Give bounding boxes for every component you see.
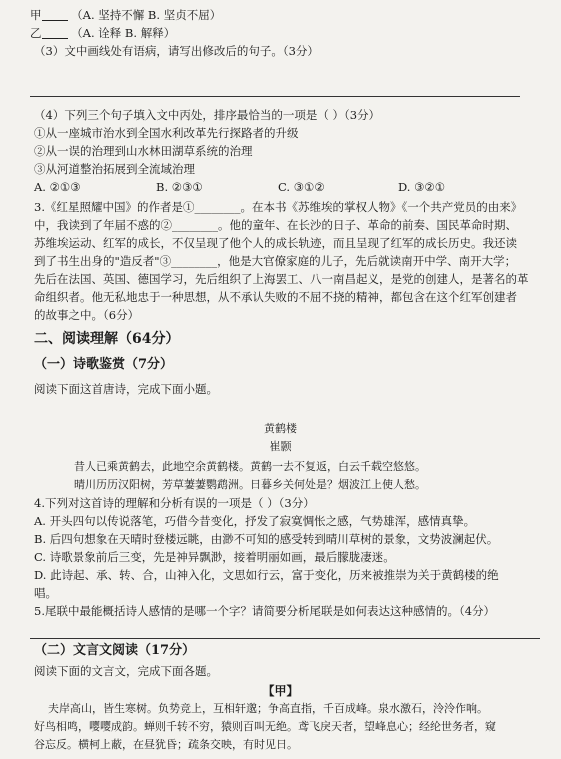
answer-line-2 [30, 638, 540, 639]
classical-line-3: 谷忘反。横柯上蔽，在昼犹昏；疏条交映，有时见日。 [34, 738, 298, 751]
q3-para-line-2: 中，我读到了年届不惑的②________。他的童年、在长沙的日子、革命的前奏、国民革命时期、 [34, 218, 517, 232]
q4-stem: （4）下列三个句子填入文中丙处，排序最恰当的一项是（ ）（3分） [34, 108, 381, 122]
q4-option-d[interactable]: D. ③②① [398, 180, 446, 194]
jia-blank[interactable] [42, 9, 68, 21]
yi-options: （A. 诠释 B. 解释） [71, 26, 176, 40]
q4-option-a[interactable]: A. ②①③ [34, 180, 81, 194]
poem-q4-stem: 4.下列对这首诗的理解和分析有误的一项是（ ）（3分） [34, 496, 315, 510]
poem-q5-stem: 5.尾联中最能概括诗人感情的是哪一个字？请简要分析尾联是如何表达这种感情的。（4分） [34, 604, 496, 618]
poetry-subheading: （一）诗歌鉴赏（7分） [34, 357, 174, 372]
q3-para-line-5: 先后在法国、英国、德国学习，先后组织了上海罢工、八一南昌起义，是党的创建人，是著名的革 [34, 272, 529, 286]
classical-line-2: 好鸟相鸣，嘤嘤成韵。蝉则千转不穷，猿则百叫无绝。鸢飞戾天者，望峰息心；经纶世务者，窥 [34, 720, 496, 733]
q4-sentence-3: ③从河道整治拓展到全流域治理 [34, 162, 195, 176]
q4-option-c[interactable]: C. ③①② [278, 180, 325, 194]
q3-para-line-7: 的故事之中。（6分） [34, 308, 140, 322]
yi-label: 乙 [30, 26, 42, 40]
q4-sentence-2: ②从一误的治理到山水林田湖草系统的治理 [34, 144, 253, 158]
jia-choice-line [30, 8, 221, 22]
poem-line-2: 晴川历历汉阳树，芳草萋萋鹦鹉洲。日暮乡关何处是？烟波江上使人愁。 [74, 478, 426, 491]
poem-line-1: 昔人已乘黄鹤去，此地空余黄鹤楼。黄鹤一去不复返，白云千载空悠悠。 [74, 460, 426, 473]
poem-author: 崔颢 [269, 440, 292, 453]
poem-q4-option-d[interactable]: D. 此诗起、承、转、合，山神入化，文思如行云，富于变化，历来被推崇为关于黄鹤楼的绝 [34, 568, 499, 582]
poem-title: 黄鹤楼 [264, 422, 297, 435]
jia-label: 甲 [30, 8, 42, 22]
q3-para-line-1: 3.《红星照耀中国》的作者是①________。在本书《苏维埃的掌权人物》《一个共产党员的由来》 [34, 200, 523, 214]
q4-option-b[interactable]: B. ②③① [156, 180, 203, 194]
q3-para-line-6: 命组织者。他无私地忠于一种思想，从不承认失败的不屈不挠的精神，都包含在这个红军创建者 [34, 290, 517, 304]
jia-options: （A. 坚持不懈 B. 坚贞不屈） [71, 8, 222, 22]
classical-jia-mark: 【甲】 [262, 684, 299, 698]
yi-choice-line [30, 26, 175, 40]
q4-sentence-1: ①从一座城市治水到全国水利改革先行探路者的升级 [34, 126, 299, 140]
classical-instruction: 阅读下面的文言文，完成下面各题。 [34, 664, 218, 678]
q3-para-line-4: 到了书生出身的"造反者"③________，他是大官僚家庭的儿子，先后就读南开中学、南开大学； [34, 254, 517, 268]
q3-para-line-3: 苏维埃运动、红军的成长，不仅呈现了他个人的成长轨迹，而且呈现了红军的成长历史。我还读 [34, 236, 517, 250]
q3-sentence-fix: （3）文中画线处有语病，请写出修改后的句子。（3分） [34, 44, 319, 58]
yi-blank[interactable] [42, 27, 68, 39]
classical-line-1: 夫岸高山，皆生寒树。负势竞上，互相轩邈；争高直指，千百成峰。泉水激石，泠泠作响。 [48, 702, 488, 715]
poem-q4-option-a[interactable]: A. 开头四句以传说落笔，巧借今昔变化，抒发了寂寞惆怅之感，气势雄浑，感情真挚。 [34, 514, 476, 528]
poem-q4-option-d-cont: 唱。 [34, 586, 57, 600]
poetry-instruction: 阅读下面这首唐诗，完成下面小题。 [34, 382, 218, 396]
classical-subheading: （二）文言文阅读（17分） [34, 643, 196, 658]
poem-q4-option-c[interactable]: C. 诗歌景象前后三变，先是神异飘渺，接着明丽如画，最后朦胧凄迷。 [34, 550, 395, 564]
section-2-heading: 二、阅读理解（64分） [34, 331, 180, 347]
poem-q4-option-b[interactable]: B. 后四句想象在天晴时登楼远眺，由渺不可知的感受转到晴川草树的景象，文势波澜起伏。 [34, 532, 499, 546]
answer-line [30, 96, 520, 97]
